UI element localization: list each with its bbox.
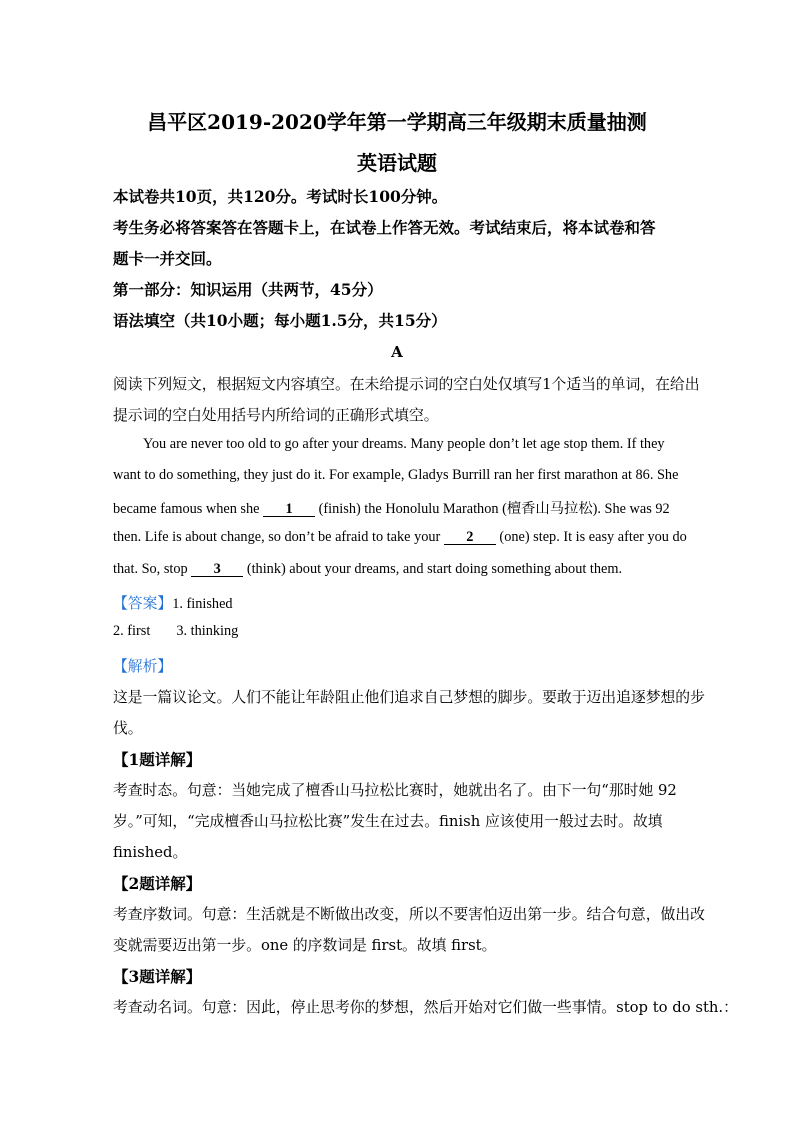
blank-2: 2 (444, 530, 496, 545)
passage-line-5 (113, 561, 622, 578)
intro-line-2: 考生务必将答案答在答题卡上，在试卷上作答无效。考试结束后，将本试卷和答 (113, 218, 656, 237)
intro-line-1: 本试卷共10页，共120分。考试时长100分钟。 (113, 187, 448, 206)
q3-tag: 【3题详解】 (113, 967, 202, 986)
passage-text: then. Life is about change, so don’t be afraid to take your (113, 529, 444, 545)
instructions-line-1: 阅读下列短文，根据短文内容填空。在未给提示词的空白处仅填写1个适当的单词，在给出 (113, 376, 700, 393)
exam-title: 昌平区2019-2020学年第一学期高三年级期末质量抽测 (147, 110, 647, 134)
passage-line-2: want to do something, they just do it. For example, Gladys Burrill ran her first marathon at 86. She (113, 467, 679, 483)
q1-tag: 【1题详解】 (113, 750, 202, 769)
analysis-tag: 【解析】 (113, 658, 173, 675)
answer-1: 1. finished (172, 596, 233, 612)
blank-3: 3 (191, 562, 243, 577)
answer-line-1 (113, 592, 233, 613)
intro-line-3: 题卡一并交回。 (113, 249, 222, 268)
section-letter: A (391, 343, 403, 361)
passage-text: (finish) the Honolulu Marathon (檀香山马拉松). She was 92 (315, 501, 670, 517)
answer-line-2 (113, 623, 238, 640)
q3-line-1: 考查动名词。句意：因此，停止思考你的梦想，然后开始对它们做一些事情。stop to do sth.： (113, 999, 738, 1016)
q1-line-3: finished。 (113, 844, 188, 861)
passage-text: became famous when she (113, 501, 264, 517)
exam-subtitle: 英语试题 (357, 151, 437, 175)
passage-text: that. So, stop (113, 561, 192, 577)
passage-line-3 (113, 498, 670, 518)
analysis-line-2: 伐。 (113, 720, 143, 737)
q2-line-2: 变就需要迈出第一步。one 的序数词是 first。故填 first。 (113, 937, 497, 954)
instructions-line-2: 提示词的空白处用括号内所给词的正确形式填空。 (113, 407, 439, 424)
passage-line-4 (113, 529, 687, 546)
q2-line-1: 考查序数词。句意：生活就是不断做出改变，所以不要害怕迈出第一步。结合句意，做出改 (113, 906, 705, 923)
answer-2: 2. first (113, 623, 151, 639)
answer-3: 3. thinking (176, 623, 239, 639)
section-heading: 语法填空（共10小题；每小题1.5分，共15分） (113, 311, 447, 330)
analysis-line-1: 这是一篇议论文。人们不能让年龄阻止他们追求自己梦想的脚步。要敢于迈出追逐梦想的步 (113, 689, 705, 706)
passage-text: (think) about your dreams, and start doing something about them. (243, 561, 623, 577)
passage-text: (one) step. It is easy after you do (495, 529, 687, 545)
q1-line-1: 考查时态。句意：当她完成了檀香山马拉松比赛时，她就出名了。由下一句“那时她 92 (113, 782, 677, 799)
passage-line-1: You are never too old to go after your dreams. Many people don’t let age stop them. If they (143, 436, 665, 452)
q1-line-2: 岁。”可知，“完成檀香山马拉松比赛”发生在过去。finish 应该使用一般过去时。故填 (113, 813, 663, 830)
answer-tag: 【答案】 (113, 596, 173, 612)
part1-heading: 第一部分：知识运用（共两节，45分） (113, 280, 383, 299)
q2-tag: 【2题详解】 (113, 874, 202, 893)
blank-1: 1 (263, 502, 315, 517)
